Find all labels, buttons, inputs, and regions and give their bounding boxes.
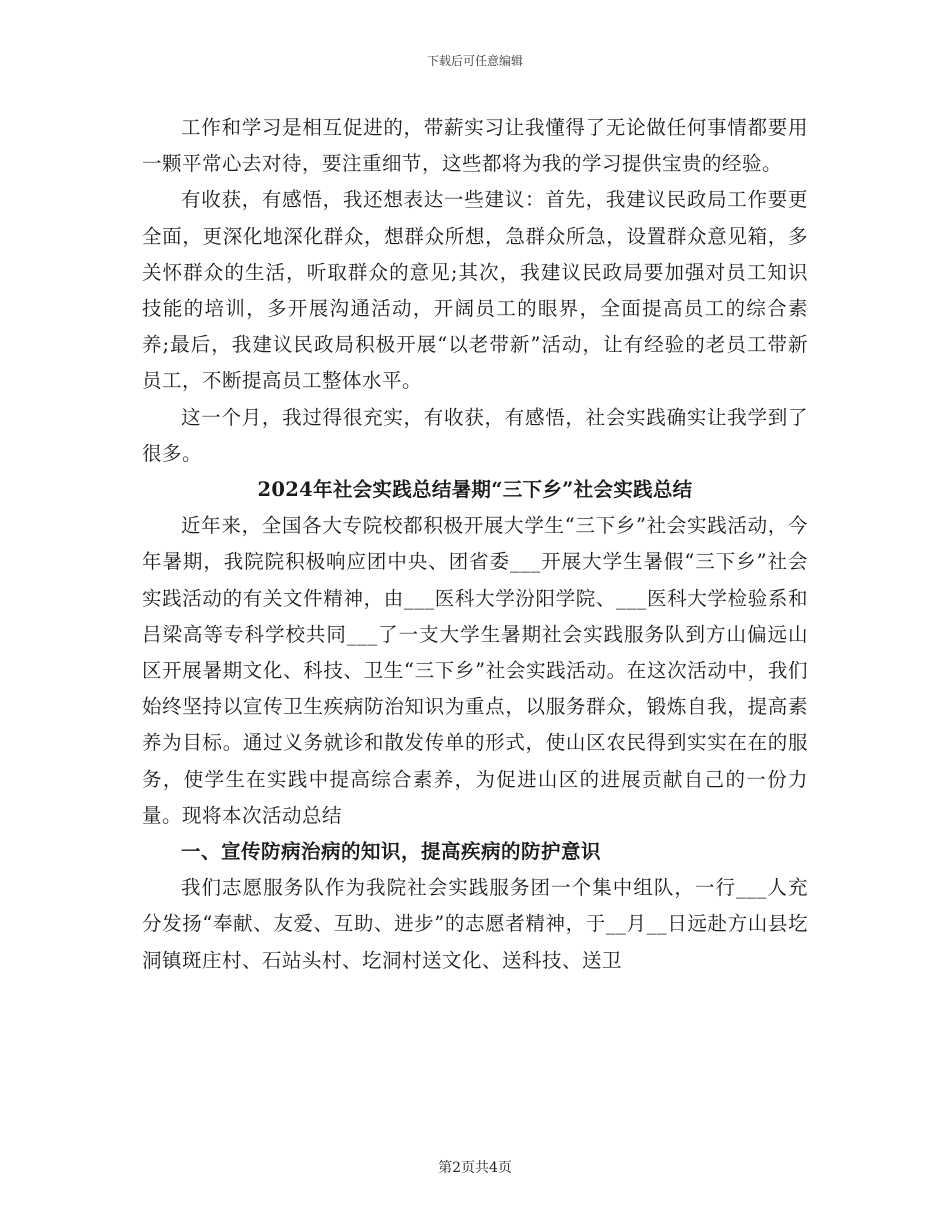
- page-number: 第2页共4页: [438, 1160, 512, 1176]
- document-body: [142, 110, 808, 979]
- page-header-note: 下载后可任意编辑: [426, 54, 523, 68]
- paragraph-suggestions: 有收获，有感悟，我还想表达一些建议：首先，我建议民政局工作要更全面，更深化地深化群众，想群众所想，急群众所急，设置群众意见箱，多关怀群众的生活，听取群众的意见;其次，我建议民政局要加强对员工知识技能的培训，多开展沟通活动，开阔员工的眼界，全面提高员工的综合素养;最后，我建议民政局积极开展“以老带新”活动，让有经验的老员工带新员工，不断提高员工整体水平。: [142, 188, 808, 393]
- section-title: 2024年社会实践总结暑期“三下乡”社会实践总结: [257, 478, 693, 502]
- paragraph-work-study: 工作和学习是相互促进的，带薪实习让我懂得了无论做任何事情都要用一颗平常心去对待，要注重细节，这些都将为我的学习提供宝贵的经验。: [142, 116, 808, 176]
- paragraph-intro: 近年来，全国各大专院校都积极开展大学生“三下乡”社会实践活动，今年暑期，我院院积极响应团中央、团省委___开展大学生暑假“三下乡”社会实践活动的有关文件精神，由___医科大学汾阳学院、___医科大学检验系和吕梁高等专科学校共同___了一支大学生暑期社会实践服务队到方山偏远山区开展暑期文化、科技、卫生“三下乡”社会实践活动。在这次活动中，我们始终坚持以宣传卫生疾病防治知识为重点，以服务群众，锻炼自我，提高素养为目标。通过义务就诊和散发传单的形式，使山区农民得到实实在在的服务，使学生在实践中提高综合素养，为促进山区的进展贡献自己的一份力量。现将本次活动总结: [142, 514, 808, 827]
- paragraph-volunteer-team: 我们志愿服务队作为我院社会实践服务团一个集中组队，一行___人充分发扬“奉献、友爱、互助、进步”的志愿者精神，于__月__日远赴方山县圪洞镇斑庄村、石站头村、圪洞村送文化、送科技、送卫: [142, 876, 808, 972]
- section-heading-1: 一、宣传防病治病的知识，提高疾病的防护意识: [181, 840, 602, 864]
- paragraph-month-summary: 这一个月，我过得很充实，有收获，有感悟，社会实践确实让我学到了很多。: [142, 405, 808, 465]
